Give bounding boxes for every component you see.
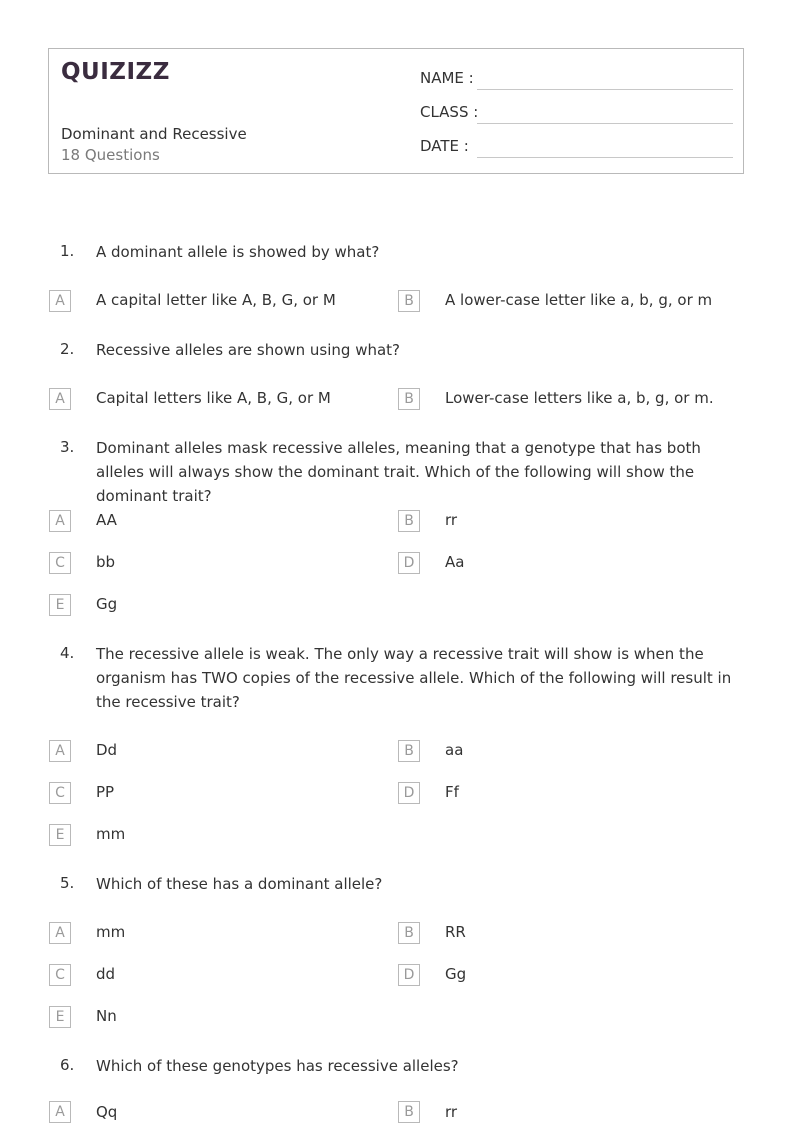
option-letter-box[interactable]: B: [398, 290, 420, 312]
option-letter-box[interactable]: E: [49, 1006, 71, 1028]
option-letter-box[interactable]: A: [49, 922, 71, 944]
date-line[interactable]: [477, 157, 733, 158]
question-number: 1.: [60, 242, 75, 260]
option-text: dd: [96, 965, 116, 983]
question-text: Recessive alleles are shown using what?: [96, 341, 401, 359]
option-letter-box[interactable]: B: [398, 388, 420, 410]
date-label: DATE :: [420, 137, 469, 155]
option-text: Nn: [96, 1007, 117, 1025]
option-text: bb: [96, 553, 116, 571]
option-letter-box[interactable]: A: [49, 510, 71, 532]
option-text: mm: [96, 923, 126, 941]
option-letter-box[interactable]: C: [49, 964, 71, 986]
question-text: Which of these genotypes has recessive alleles?: [96, 1057, 459, 1075]
option-text: Ff: [445, 783, 459, 801]
question-number: 3.: [60, 438, 75, 456]
option-letter-box[interactable]: C: [49, 552, 71, 574]
question-number: 6.: [60, 1056, 75, 1074]
option-text: Dd: [96, 741, 118, 759]
option-text: Qq: [96, 1103, 118, 1121]
option-text: rr: [445, 511, 458, 529]
option-text: A lower-case letter like a, b, g, or m: [445, 291, 713, 309]
question-number: 2.: [60, 340, 75, 358]
option-letter-box[interactable]: C: [49, 782, 71, 804]
class-label: CLASS :: [420, 103, 479, 121]
option-text: A capital letter like A, B, G, or M: [96, 291, 336, 309]
question-text: The recessive allele is weak. The only way a recessive trait will show is when the organism has TWO copies of the recessive allele. Which of the following will result in the recessive trait?: [96, 645, 732, 711]
question-text: Dominant alleles mask recessive alleles, meaning that a genotype that has both alleles will always show the dominant trait. Which of the following will show the dominant trait?: [96, 439, 701, 505]
worksheet-title: Dominant and Recessive: [61, 125, 247, 143]
option-text: Lower-case letters like a, b, g, or m.: [445, 389, 714, 407]
question-text: Which of these has a dominant allele?: [96, 875, 383, 893]
option-letter-box[interactable]: B: [398, 740, 420, 762]
option-text: Gg: [96, 595, 118, 613]
option-text: Aa: [445, 553, 465, 571]
option-text: RR: [445, 923, 466, 941]
option-letter-box[interactable]: D: [398, 782, 420, 804]
option-letter-box[interactable]: A: [49, 290, 71, 312]
option-letter-box[interactable]: E: [49, 824, 71, 846]
option-letter-box[interactable]: A: [49, 1101, 71, 1123]
option-text: aa: [445, 741, 464, 759]
name-line[interactable]: [477, 89, 733, 90]
option-letter-box[interactable]: D: [398, 964, 420, 986]
class-line[interactable]: [477, 123, 733, 124]
option-letter-box[interactable]: B: [398, 510, 420, 532]
option-text: PP: [96, 783, 115, 801]
option-letter-box[interactable]: A: [49, 740, 71, 762]
worksheet-header: [48, 48, 744, 174]
option-letter-box[interactable]: E: [49, 594, 71, 616]
question-number: 5.: [60, 874, 75, 892]
option-text: mm: [96, 825, 126, 843]
question-count: 18 Questions: [61, 146, 160, 164]
option-text: Capital letters like A, B, G, or M: [96, 389, 331, 407]
option-letter-box[interactable]: B: [398, 1101, 420, 1123]
question-text: A dominant allele is showed by what?: [96, 243, 380, 261]
option-letter-box[interactable]: B: [398, 922, 420, 944]
quizizz-logo: QUIZIZZ: [61, 59, 170, 85]
option-text: Gg: [445, 965, 467, 983]
question-number: 4.: [60, 644, 75, 662]
option-text: AA: [96, 511, 117, 529]
option-text: rr: [445, 1103, 458, 1121]
option-letter-box[interactable]: D: [398, 552, 420, 574]
name-label: NAME :: [420, 69, 474, 87]
option-letter-box[interactable]: A: [49, 388, 71, 410]
